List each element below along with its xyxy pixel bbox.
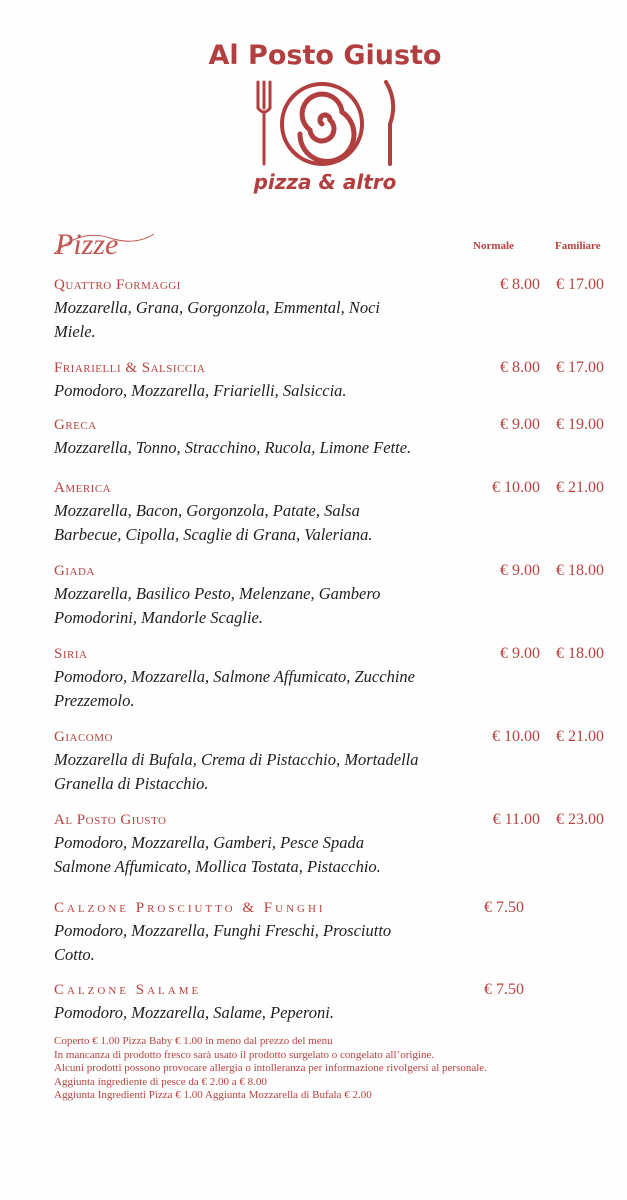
desc-line: Mozzarella, Tonno, Stracchino, Rucola, Limone Fette. <box>54 438 412 457</box>
desc-line: Salmone Affumicato, Mollica Tostata, Pistacchio. <box>54 857 381 876</box>
desc-line: Miele. <box>54 322 96 341</box>
menu-item-greca <box>54 416 614 460</box>
item-description <box>54 919 444 967</box>
item-name: Giacomo <box>54 729 113 745</box>
menu-item-siria <box>54 645 614 713</box>
item-description <box>54 1001 444 1025</box>
item-name: Giada <box>54 563 95 579</box>
price-familiare: € 18.00 <box>556 562 604 579</box>
item-description <box>54 831 444 879</box>
note-line: Aggiunta ingrediente di pesce da € 2.00 a € 8.00 <box>54 1075 267 1088</box>
brand-name: Al Posto Giusto <box>208 40 442 71</box>
item-name: Calzone Salame <box>54 982 202 998</box>
restaurant-logo <box>205 40 445 200</box>
menu-item-al-posto-giusto <box>54 811 614 879</box>
menu-item-giacomo <box>54 728 614 796</box>
price-familiare: € 21.00 <box>556 728 604 745</box>
item-description <box>54 582 444 630</box>
note-line: Coperto € 1.00 Pizza Baby € 1.00 in meno dal prezzo del menu <box>54 1035 333 1047</box>
price-normale: € 9.00 <box>500 562 540 579</box>
desc-line: Pomodorini, Mandorle Scaglie. <box>54 608 263 627</box>
menu-item-calzone-prosciutto-funghi <box>54 899 614 967</box>
section-title: Pizze <box>55 228 119 261</box>
item-description <box>54 665 444 713</box>
desc-line: Prezzemolo. <box>54 691 135 710</box>
menu-item-calzone-salame <box>54 981 614 1025</box>
menu-item-friarielli-salsiccia <box>54 359 614 403</box>
desc-line: Mozzarella, Basilico Pesto, Melenzane, Gambero <box>54 584 381 603</box>
price-familiare: € 21.00 <box>556 479 604 496</box>
desc-line: Pomodoro, Mozzarella, Salmone Affumicato, Zucchine <box>54 667 415 686</box>
item-name: Calzone Prosciutto & Funghi <box>54 900 326 916</box>
price-familiare: € 17.00 <box>556 359 604 376</box>
item-description <box>54 296 444 344</box>
note-line: Aggiunta Ingredienti Pizza € 1.00 Aggiunta Mozzarella di Bufala € 2.00 <box>54 1089 372 1101</box>
desc-line: Cotto. <box>54 945 95 964</box>
item-name: America <box>54 480 112 496</box>
brand-subtitle: pizza & altro <box>253 170 397 194</box>
note-line: Alcuni prodotti possono provocare allergia o intolleranza per informazione rivolgersi al personale. <box>54 1062 487 1074</box>
item-name: Al Posto Giusto <box>54 812 167 828</box>
price-familiare: € 18.00 <box>556 645 604 662</box>
desc-line: Mozzarella, Grana, Gorgonzola, Emmental, Noci <box>54 298 381 317</box>
desc-line: Mozzarella di Bufala, Crema di Pistacchio, Mortadella <box>54 750 419 769</box>
price-normale: € 10.00 <box>492 479 540 496</box>
price-normale: € 11.00 <box>492 811 540 828</box>
item-description <box>54 379 444 403</box>
menu-item-america <box>54 479 614 547</box>
price-normale: € 7.50 <box>484 981 524 998</box>
item-name: Quattro Formaggi <box>54 277 181 293</box>
item-name: Siria <box>54 646 88 662</box>
menu-notes <box>54 1035 614 1103</box>
desc-line: Granella di Pistacchio. <box>54 774 209 793</box>
price-normale: € 8.00 <box>500 276 540 293</box>
note-line: In mancanza di prodotto fresco sarà usato il prodotto surgelato o congelato all’origine. <box>54 1048 435 1061</box>
price-familiare: € 19.00 <box>556 416 604 433</box>
desc-line: Pomodoro, Mozzarella, Gamberi, Pesce Spada <box>54 833 364 852</box>
price-normale: € 9.00 <box>500 645 540 662</box>
desc-line: Pomodoro, Mozzarella, Funghi Freschi, Prosciutto <box>54 921 392 940</box>
menu-item-quattro-formaggi <box>54 276 614 344</box>
desc-line: Barbecue, Cipolla, Scaglie di Grana, Valeriana. <box>54 525 373 544</box>
price-normale: € 10.00 <box>492 728 540 745</box>
spiral-plate-emblem <box>250 78 400 170</box>
item-name: Friarielli & Salsiccia <box>54 360 206 376</box>
item-description <box>54 436 484 460</box>
desc-line: Pomodoro, Mozzarella, Salame, Peperoni. <box>54 1003 335 1022</box>
item-name: Greca <box>54 417 97 433</box>
price-normale: € 9.00 <box>500 416 540 433</box>
price-normale: € 7.50 <box>484 899 524 916</box>
price-familiare: € 17.00 <box>556 276 604 293</box>
column-header-familiare: Familiare <box>555 240 601 252</box>
desc-line: Pomodoro, Mozzarella, Friarielli, Salsiccia. <box>54 381 347 400</box>
price-familiare: € 23.00 <box>556 811 604 828</box>
menu-item-giada <box>54 562 614 630</box>
desc-line: Mozzarella, Bacon, Gorgonzola, Patate, Salsa <box>54 501 360 520</box>
price-normale: € 8.00 <box>500 359 540 376</box>
column-header-normale: Normale <box>473 240 514 252</box>
item-description <box>54 499 444 547</box>
item-description <box>54 748 444 796</box>
